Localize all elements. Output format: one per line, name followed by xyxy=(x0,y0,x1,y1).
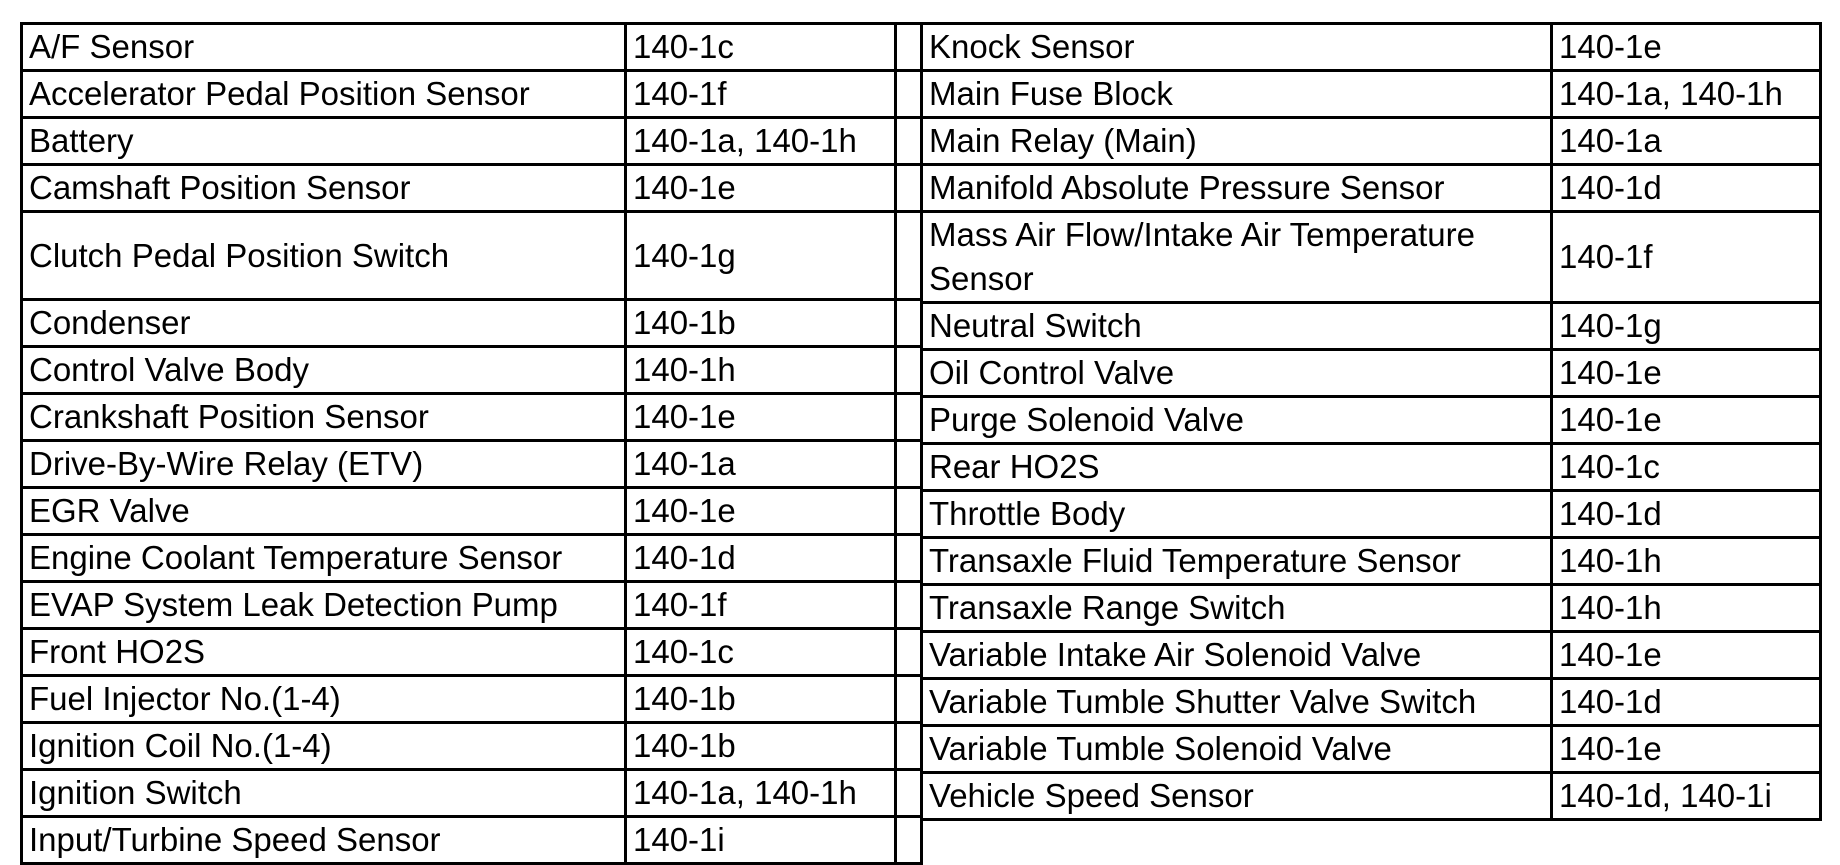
column-separator xyxy=(896,212,922,300)
location-code-cell: 140-1g xyxy=(626,212,896,300)
table-row xyxy=(22,629,922,676)
table-row xyxy=(922,632,1821,679)
location-code-cell: 140-1f xyxy=(626,582,896,629)
component-name-cell: Control Valve Body xyxy=(22,347,626,394)
location-code-cell: 140-1a, 140-1h xyxy=(626,770,896,817)
column-separator xyxy=(896,394,922,441)
table-row xyxy=(22,723,922,770)
component-name-cell: Battery xyxy=(22,118,626,165)
column-separator xyxy=(896,676,922,723)
right-table-body xyxy=(922,24,1821,820)
table-row xyxy=(922,212,1821,303)
component-name-cell: Ignition Switch xyxy=(22,770,626,817)
component-name-cell: Clutch Pedal Position Switch xyxy=(22,212,626,300)
table-row xyxy=(22,347,922,394)
component-name-cell: Purge Solenoid Valve xyxy=(922,397,1552,444)
component-name-cell: Main Relay (Main) xyxy=(922,118,1552,165)
component-name-cell: Accelerator Pedal Position Sensor xyxy=(22,71,626,118)
location-code-cell: 140-1a xyxy=(626,441,896,488)
location-code-cell: 140-1b xyxy=(626,723,896,770)
column-separator xyxy=(896,165,922,212)
table-row xyxy=(922,397,1821,444)
table-row xyxy=(922,585,1821,632)
component-name-cell: EVAP System Leak Detection Pump xyxy=(22,582,626,629)
location-code-cell: 140-1d, 140-1i xyxy=(1552,773,1821,820)
component-name-cell: Manifold Absolute Pressure Sensor xyxy=(922,165,1552,212)
component-name-cell: Rear HO2S xyxy=(922,444,1552,491)
table-row xyxy=(922,71,1821,118)
component-name-cell: Vehicle Speed Sensor xyxy=(922,773,1552,820)
component-name-cell: Condenser xyxy=(22,300,626,347)
column-separator xyxy=(896,817,922,864)
location-code-cell: 140-1d xyxy=(1552,679,1821,726)
component-name-cell: Variable Tumble Solenoid Valve xyxy=(922,726,1552,773)
column-separator xyxy=(896,629,922,676)
table-row xyxy=(922,444,1821,491)
table-row xyxy=(922,538,1821,585)
table-row xyxy=(22,165,922,212)
component-name-cell: Drive-By-Wire Relay (ETV) xyxy=(22,441,626,488)
component-name-cell: Transaxle Fluid Temperature Sensor xyxy=(922,538,1552,585)
location-code-cell: 140-1c xyxy=(626,629,896,676)
location-code-cell: 140-1i xyxy=(626,817,896,864)
table-row xyxy=(22,212,922,300)
table-row xyxy=(22,441,922,488)
location-code-cell: 140-1b xyxy=(626,676,896,723)
location-code-cell: 140-1c xyxy=(626,24,896,71)
column-separator xyxy=(896,582,922,629)
location-code-cell: 140-1b xyxy=(626,300,896,347)
location-code-cell: 140-1e xyxy=(626,488,896,535)
table-row xyxy=(22,817,922,864)
component-name-cell: Knock Sensor xyxy=(922,24,1552,71)
table-row xyxy=(22,535,922,582)
location-code-cell: 140-1e xyxy=(1552,632,1821,679)
column-separator xyxy=(896,488,922,535)
location-code-cell: 140-1e xyxy=(626,165,896,212)
component-name-cell: Front HO2S xyxy=(22,629,626,676)
component-name-cell: Transaxle Range Switch xyxy=(922,585,1552,632)
component-name-cell: Oil Control Valve xyxy=(922,350,1552,397)
location-code-cell: 140-1g xyxy=(1552,303,1821,350)
table-row xyxy=(22,300,922,347)
component-name-cell: Fuel Injector No.(1-4) xyxy=(22,676,626,723)
component-location-table-left xyxy=(20,22,923,865)
column-separator xyxy=(896,723,922,770)
table-row xyxy=(922,491,1821,538)
table-row xyxy=(922,679,1821,726)
column-separator xyxy=(896,24,922,71)
location-code-cell: 140-1e xyxy=(1552,24,1821,71)
component-name-cell: Camshaft Position Sensor xyxy=(22,165,626,212)
table-row xyxy=(22,582,922,629)
component-name-cell: Variable Tumble Shutter Valve Switch xyxy=(922,679,1552,726)
table-row xyxy=(22,770,922,817)
location-code-cell: 140-1f xyxy=(1552,212,1821,303)
table-row xyxy=(22,71,922,118)
component-name-cell: Variable Intake Air Solenoid Valve xyxy=(922,632,1552,679)
location-code-cell: 140-1d xyxy=(1552,165,1821,212)
table-row xyxy=(22,118,922,165)
location-code-cell: 140-1f xyxy=(626,71,896,118)
component-location-table-right xyxy=(920,22,1822,821)
location-code-cell: 140-1e xyxy=(1552,726,1821,773)
column-separator xyxy=(896,535,922,582)
column-separator xyxy=(896,71,922,118)
column-separator xyxy=(896,441,922,488)
table-row xyxy=(922,24,1821,71)
component-name-cell: Crankshaft Position Sensor xyxy=(22,394,626,441)
location-code-cell: 140-1h xyxy=(1552,585,1821,632)
column-separator xyxy=(896,770,922,817)
location-code-cell: 140-1a xyxy=(1552,118,1821,165)
location-code-cell: 140-1c xyxy=(1552,444,1821,491)
table-row xyxy=(922,165,1821,212)
component-name-cell: Input/Turbine Speed Sensor xyxy=(22,817,626,864)
component-name-cell: Throttle Body xyxy=(922,491,1552,538)
location-code-cell: 140-1a, 140-1h xyxy=(1552,71,1821,118)
location-code-cell: 140-1a, 140-1h xyxy=(626,118,896,165)
table-row xyxy=(22,394,922,441)
location-code-cell: 140-1h xyxy=(1552,538,1821,585)
table-row xyxy=(22,488,922,535)
column-separator xyxy=(896,347,922,394)
location-code-cell: 140-1d xyxy=(1552,491,1821,538)
location-code-cell: 140-1h xyxy=(626,347,896,394)
component-name-cell: Neutral Switch xyxy=(922,303,1552,350)
component-name-cell: A/F Sensor xyxy=(22,24,626,71)
component-name-cell: EGR Valve xyxy=(22,488,626,535)
table-row xyxy=(22,676,922,723)
table-row xyxy=(922,350,1821,397)
component-name-cell: Ignition Coil No.(1-4) xyxy=(22,723,626,770)
table-row xyxy=(922,118,1821,165)
component-name-cell: Main Fuse Block xyxy=(922,71,1552,118)
location-code-cell: 140-1d xyxy=(626,535,896,582)
table-row xyxy=(922,303,1821,350)
column-separator xyxy=(896,300,922,347)
location-code-cell: 140-1e xyxy=(1552,350,1821,397)
location-code-cell: 140-1e xyxy=(1552,397,1821,444)
table-row xyxy=(922,726,1821,773)
location-code-cell: 140-1e xyxy=(626,394,896,441)
column-separator xyxy=(896,118,922,165)
component-name-cell: Mass Air Flow/Intake Air Temperature Sensor xyxy=(922,212,1552,303)
table-row xyxy=(22,24,922,71)
left-table-body xyxy=(22,24,922,864)
component-name-cell: Engine Coolant Temperature Sensor xyxy=(22,535,626,582)
table-row xyxy=(922,773,1821,820)
